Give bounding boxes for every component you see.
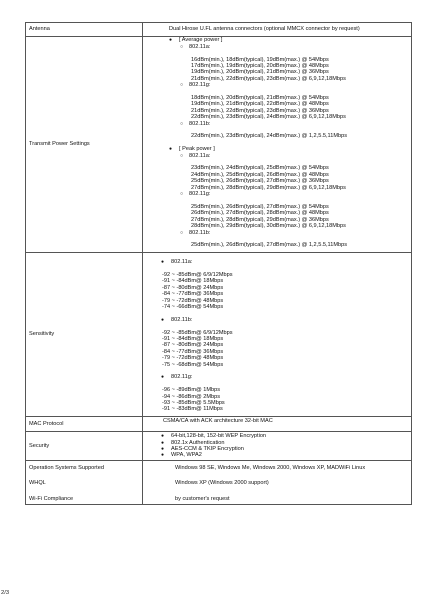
spec-table (25, 22, 412, 505)
compat-values (143, 460, 412, 504)
avg-a-line: 17dBm(min.), 19dBm(typical), 20dBm(max.) @ 48Mbps (191, 63, 329, 70)
sens-a-line: -92 ~ -85dBm@ 6/9/12Mbps (162, 271, 233, 278)
sens-a-line: -91 ~ -84dBm@ 18Mbps (162, 278, 224, 285)
avg-a-line: 19dBm(min.), 20dBm(typical), 21dBm(max.) @ 36Mbps (191, 69, 329, 76)
peak-a-line: 25dBm(min.), 26dBm(typical), 27dBm(max.) @ 36Mbps (191, 178, 329, 185)
peak-band-g: ○ 802.11g: (169, 191, 411, 197)
peak-g-line: 27dBm(min.), 28dBm(typical), 29dBm(max.) @ 36Mbps (191, 216, 329, 223)
sens-a-line: -87 ~ -80dBm@ 24Mbps (162, 284, 224, 291)
peak-g-line: 26dBm(min.), 27dBm(typical), 28dBm(max.) @ 48Mbps (191, 210, 329, 217)
security-item: ● AES-CCM & TKIP Encryption (161, 446, 411, 452)
security-item: ● WPA, WPA2 (161, 452, 411, 458)
avg-b-line: 22dBm(min.), 23dBm(typical), 24dBm(max.) @ 1,2,5.5,11Mbps (191, 133, 348, 140)
os-value: Windows 98 SE, Windows Me, Windows 2000, Windows XP, MADWiFi Linux (175, 464, 366, 471)
sens-g-line: -93 ~ -85dBm@ 5.5Mbps (162, 399, 225, 406)
sens-b-line: -75 ~ -68dBm@ 54Mbps (162, 361, 224, 368)
antenna-row (26, 23, 412, 37)
compat-row (26, 460, 412, 504)
os-label: Operation Systems Supported (29, 464, 104, 471)
mac-row (26, 416, 412, 431)
peak-band-b: ○ 802.11b: (169, 230, 411, 236)
antenna-label: Antenna (26, 23, 143, 37)
peak-a-line: 23dBm(min.), 24dBm(typical), 25dBm(max.) @ 54Mbps (191, 165, 329, 172)
wifi-value: by customer's request (175, 495, 230, 502)
sensitivity-value (143, 252, 412, 416)
avg-band-g: ○ 802.11g: (169, 82, 411, 88)
compat-labels (26, 460, 143, 504)
peak-b-line: 25dBm(min.), 26dBm(typical), 27dBm(max.) @ 1,2,5.5,11Mbps (191, 242, 348, 249)
average-power-header: ● [ Average power ] (169, 37, 411, 43)
sens-band-a: ● 802.11a: (161, 259, 411, 265)
avg-band-a: ○ 802.11a: (169, 44, 411, 50)
whql-value: Windows XP (Windows 2000 support) (175, 479, 269, 486)
mac-value: CSMA/CA with ACK architecture 32-bit MAC (143, 416, 412, 431)
tx-power-value (143, 37, 412, 252)
security-row (26, 432, 412, 461)
avg-a-line: 21dBm(min.), 22dBm(typical), 23dBm(max.) @ 6,9,12,18Mbps (191, 75, 346, 82)
tx-power-label: Transmit Power Settings (26, 37, 143, 252)
mac-label: MAC Protocol (26, 416, 143, 431)
avg-g-line: 19dBm(min.), 21dBm(typical), 22dBm(max.) @ 48Mbps (191, 101, 329, 108)
peak-g-line: 25dBm(min.), 26dBm(typical), 27dBm(max.) @ 54Mbps (191, 203, 329, 210)
sensitivity-label: Sensitivity (26, 252, 143, 416)
sens-a-line: -74 ~ -66dBm@ 54Mbps (162, 303, 224, 310)
sens-b-line: -84 ~ -77dBm@ 36Mbps (162, 348, 224, 355)
avg-g-line: 22dBm(min.), 23dBm(typical), 24dBm(max.) @ 6,9,12,18Mbps (191, 114, 346, 121)
avg-g-line: 21dBm(min.), 22dBm(typical), 23dBm(max.) @ 36Mbps (191, 107, 329, 114)
avg-g-line: 18dBm(min.), 20dBm(typical), 21dBm(max.) @ 54Mbps (191, 95, 329, 102)
peak-band-a: ○ 802.11a: (169, 153, 411, 159)
sens-g-line: -91 ~ -83dBm@ 11Mbps (162, 406, 223, 413)
sens-g-line: -94 ~ -86dBm@ 2Mbps (162, 393, 221, 400)
wifi-label: Wi-Fi Compliance (29, 495, 74, 502)
sens-band-g: ● 802.11g: (161, 374, 411, 380)
security-item: ● 802.1x Authentication (161, 440, 411, 446)
peak-a-line: 27dBm(min.), 28dBm(typical), 29dBm(max.) @ 6,9,12,18Mbps (191, 184, 346, 191)
peak-a-line: 24dBm(min.), 25dBm(typical), 26dBm(max.) @ 48Mbps (191, 171, 329, 178)
tx-power-row (26, 37, 412, 252)
sens-b-line: -91 ~ -84dBm@ 18Mbps (162, 335, 224, 342)
security-label: Security (26, 432, 143, 461)
sens-b-line: -79 ~ -72dBm@ 48Mbps (162, 355, 224, 362)
page-number: 2/3 (1, 590, 10, 596)
sens-g-line: -96 ~ -89dBm@ 1Mbps (162, 387, 221, 394)
sens-band-b: ● 802.11b: (161, 317, 411, 323)
sens-b-line: -92 ~ -85dBm@ 6/9/12Mbps (162, 329, 233, 336)
sens-b-line: -87 ~ -80dBm@ 24Mbps (162, 342, 224, 349)
security-item: ● 64-bit,128-bit, 152-bit WEP Encryption (161, 433, 411, 439)
sensitivity-row (26, 252, 412, 416)
whql-label: WHQL (29, 479, 46, 486)
peak-g-line: 28dBm(min.), 29dBm(typical), 30dBm(max.) @ 6,9,12,18Mbps (191, 223, 346, 230)
avg-band-b: ○ 802.11b: (169, 121, 411, 127)
antenna-value: Dual Hirose U.FL antenna connectors (optional MMCX connector by request) (143, 23, 412, 37)
security-value (143, 432, 412, 461)
spec-sheet (25, 22, 412, 505)
sens-a-line: -79 ~ -72dBm@ 48Mbps (162, 297, 224, 304)
avg-a-line: 16dBm(min.), 18dBm(typical), 19dBm(max.) @ 54Mbps (191, 56, 329, 63)
peak-power-header: ● [ Peak power ] (169, 146, 411, 152)
sens-a-line: -84 ~ -77dBm@ 36Mbps (162, 291, 224, 298)
